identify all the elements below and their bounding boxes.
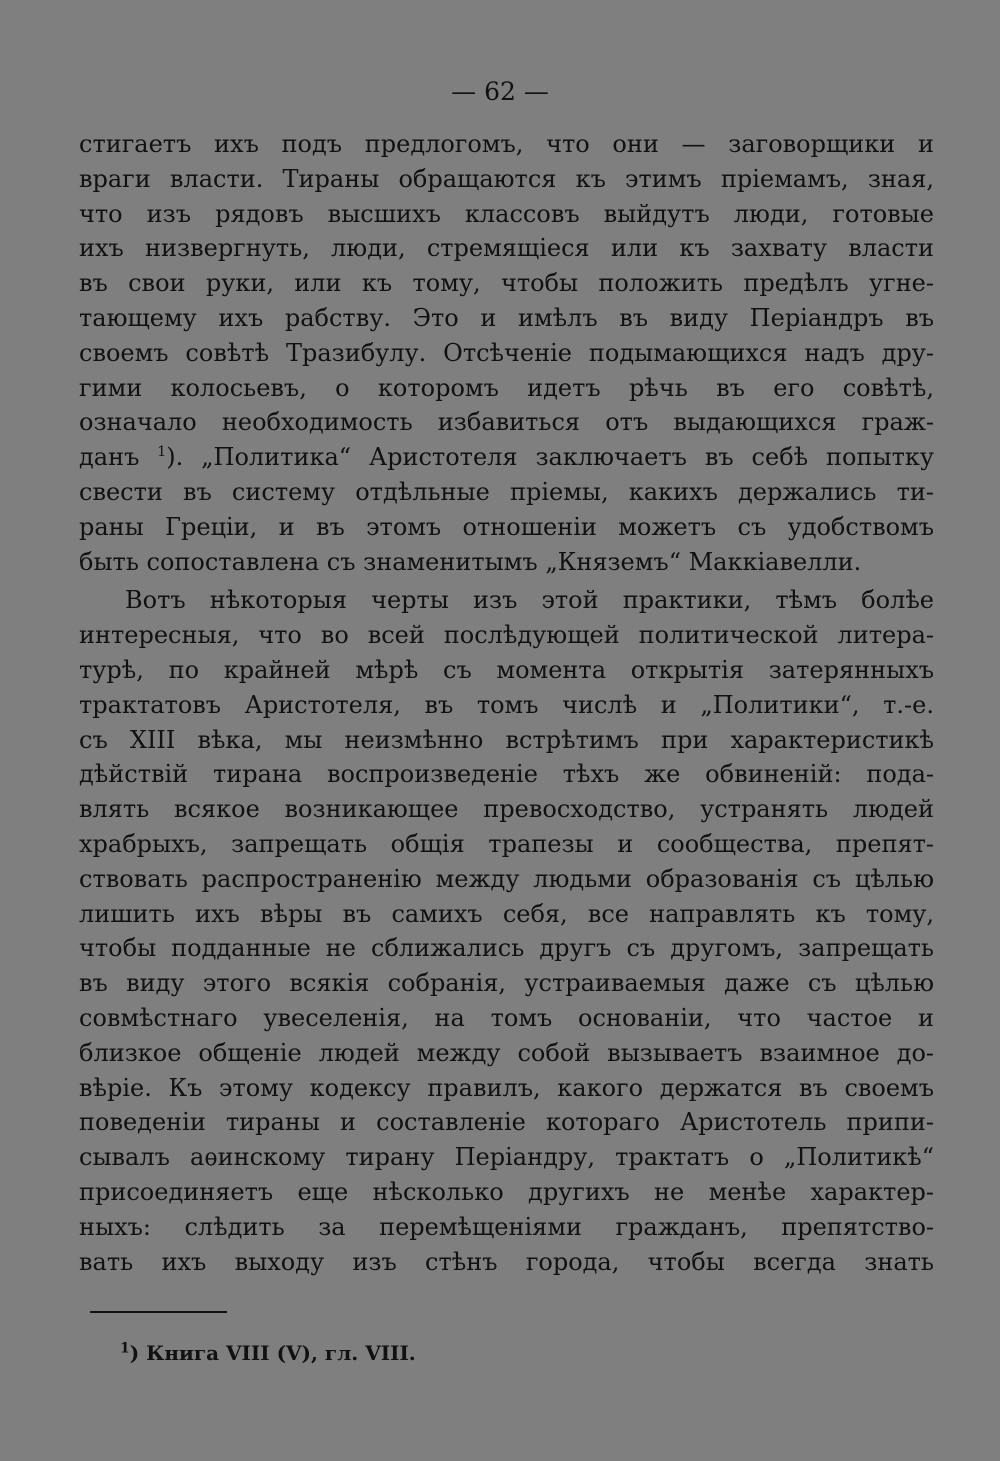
text-line: храбрыхъ, запрещать общія трапезы и сообщества, препят-	[79, 829, 934, 858]
text-line: тающему ихъ рабству. Это и имѣлъ въ виду Періандръ въ	[79, 303, 934, 332]
body-text	[79, 127, 934, 1279]
text-line: что изъ рядовъ высшихъ классовъ выйдутъ люди, готовые	[79, 199, 934, 228]
text-line: своемъ совѣтѣ Тразибулу. Отсѣченіе подымающихся надъ дру-	[79, 338, 934, 367]
text-line: дѣйствій тирана воспроизведеніе тѣхъ же обвиненій: пода-	[79, 760, 934, 789]
text-fragment: данъ	[79, 443, 158, 472]
text-line: поведеніи тираны и составленіе котораго Аристотель припи-	[79, 1108, 934, 1137]
text-line: чтобы подданные не сближались другъ съ другомъ, запрещать	[79, 934, 934, 963]
footnote-reference: 1	[157, 444, 167, 461]
text-line: быть сопоставлена съ знаменитымъ „Княземъ“ Маккіавелли.	[79, 547, 862, 576]
text-line: означало необходимость избавиться отъ выдающихся граж-	[79, 408, 934, 437]
text-line: лишить ихъ вѣры въ самихъ себя, все направлять къ тому,	[79, 899, 934, 928]
text-fragment: ). „Политика“ Аристотеля заключаетъ въ себѣ попытку	[166, 443, 934, 472]
page-number: — 62 —	[451, 77, 549, 106]
text-line: вѣріе. Къ этому кодексу правилъ, какого держатся въ своемъ	[79, 1073, 934, 1102]
text-line: съ XIII вѣка, мы неизмѣнно встрѣтимъ при характеристикѣ	[79, 725, 934, 754]
text-line: совмѣстнаго увеселенія, на томъ основаніи, что частое и	[79, 1003, 934, 1032]
text-line: близкое общеніе людей между собой вызываетъ взаимное до-	[79, 1038, 934, 1067]
text-line: враги власти. Тираны обращаются къ этимъ пріемамъ, зная,	[79, 164, 934, 193]
text-line: турѣ, по крайней мѣрѣ съ момента открытія затерянныхъ	[79, 655, 934, 684]
text-line: ствовать распространенію между людьми образованія съ цѣлью	[79, 864, 934, 893]
footnote-marker: 1	[120, 1340, 130, 1357]
text-line: Вотъ нѣкоторыя черты изъ этой практики, тѣмъ болѣе	[125, 586, 934, 615]
text-line: въ свои руки, или къ тому, чтобы положить предѣлъ угне-	[79, 269, 934, 298]
text-line: раны Греціи, и въ этомъ отношеніи можетъ съ удобствомъ	[79, 512, 934, 541]
text-line: стигаетъ ихъ подъ предлогомъ, что они — заговорщики и	[79, 130, 934, 158]
text-line: трактатовъ Аристотеля, въ томъ числѣ и „Политики“, т.-е.	[79, 690, 934, 719]
footnote-text: ) Книга VIII (V), гл. VIII.	[129, 1341, 416, 1365]
text-line: гими колосьевъ, о которомъ идетъ рѣчь въ его совѣтѣ,	[79, 373, 934, 402]
text-line-with-footnote-ref	[79, 440, 934, 475]
footnote-separator	[90, 1311, 227, 1313]
text-line: въ виду этого всякія собранія, устраиваемыя даже съ цѣлью	[79, 969, 934, 998]
text-line: ихъ низвергнуть, люди, стремящіеся или къ захвату власти	[79, 234, 934, 263]
text-line: присоединяетъ еще нѣсколько другихъ не менѣе характер-	[79, 1177, 934, 1206]
text-line: ныхъ: слѣдить за перемѣщеніями гражданъ, препятство-	[79, 1212, 934, 1241]
text-line: свести въ систему отдѣльные пріемы, какихъ держались ти-	[79, 477, 934, 506]
text-line: влять всякое возникающее превосходство, устранять людей	[79, 795, 934, 824]
text-line: интересныя, что во всей послѣдующей политической литера-	[79, 621, 934, 650]
text-line: сывалъ аѳинскому тирану Періандру, трактатъ о „Политикѣ“	[79, 1143, 934, 1172]
text-line: вать ихъ выходу изъ стѣнъ города, чтобы всегда знать	[79, 1247, 934, 1276]
footnote	[120, 1339, 416, 1367]
